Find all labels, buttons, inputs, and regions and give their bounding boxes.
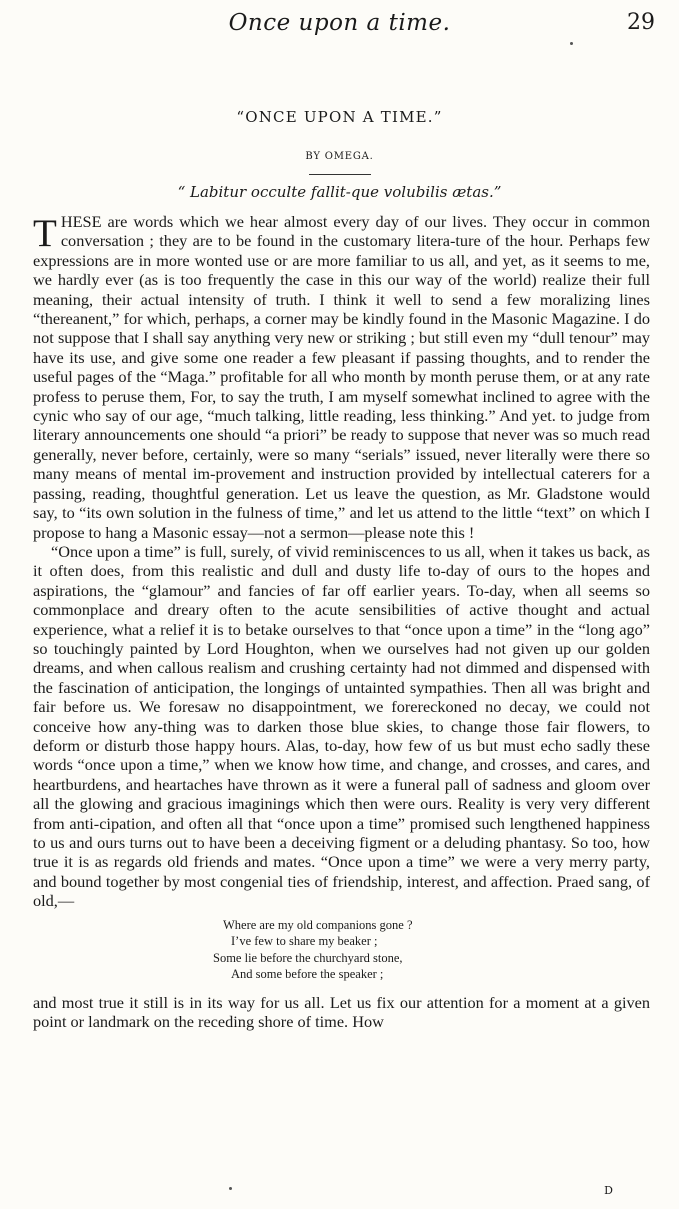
print-speck <box>229 1187 232 1190</box>
epigraph: “ Labitur occulte fallit-que volubilis ætas.” <box>177 183 502 201</box>
article-title: “ONCE UPON A TIME.” <box>236 108 443 126</box>
paragraph-1-text: HESE are words which we hear almost every day of our lives. They occur in common conversation ; they are to be found in the customary litera-ture of the hour. Perhaps few expressions are in more wonted use or are more familiar to us all, and yet, as it seems to me, we hardly ever (as is too frequently the case in this our way of the world) realize their full meaning, their actual intensity of truth. I think it well to send a few moralizing lines “thereanent,” for which, perhaps, a corner may be kindly found in the Masonic Magazine. I do not suppose that I shall say anything very new or striking ; but still even my “dull tenour” may have its use, and give some one reader a few pleasant if passing thoughts, and to render the useful pages of the “Maga.” profitable for all who month by month peruse them, or at any rate profess to peruse them, For, to say the truth, I am myself somewhat inclined to agree with the cynic who say of our age, “much talking, little reading, less thinking.” And yet. to judge from literary announcements one should “a priori” be ready to suppose that never was so much read generally, never before, certainly, were so many “serials” issued, never literally were there so many means of mental im-provement and instruction provided by intellectual caterers for a passing, reading, thoughtful generation. Let us leave the question, as Mr. Gladstone would say, to “its own solution in the fulness of time,” and let us attend to the little “text” on which I propose to hang a Masonic essay—not a sermon—please note this ! <box>33 212 650 542</box>
drop-cap: T <box>33 212 57 255</box>
signature-mark: D <box>604 1184 613 1197</box>
verse-line: And some before the speaker ; <box>231 967 384 982</box>
page-number: 29 <box>627 10 655 35</box>
verse-quote <box>213 917 650 983</box>
byline: BY OMEGA. <box>305 151 374 162</box>
paragraph-1 <box>33 212 650 542</box>
article-body <box>33 212 650 1032</box>
verse-line: Some lie before the churchyard stone, <box>213 950 403 965</box>
paragraph-2: “Once upon a time” is full, surely, of vivid reminiscences to us all, when it takes us back, as it often does, from this realistic and dull and dusty life to-day of ours to the hopes and aspirations, the “glamour” and fancies of far off earlier years. To-day, when all seems so commonplace and dreary often to the acute sensibilities of active thought and actual experience, what a relief it is to betake ourselves to that “once upon a time” in the “long ago” so touchingly painted by Lord Houghton, when we ourselves had not given up our golden dreams, and when callous realism and crushing certainty had not dimmed and dispensed with the fascination of anticipation, the longings of untainted sympathies. Then all was bright and fair before us. We foresaw no disappointment, we forereckoned no decay, we could not conceive how any-thing was to darken those blue skies, to change those fair flowers, to deform or disturb those happy hours. Alas, to-day, how few of us but must echo sadly these words “once upon a time,” when we know how time, and change, and crosses, and cares, and heartburdens, and heartaches have thrown as it were a funeral pall of sadness and gloom over all the glowing and gracious imaginings which then were ours. Reality is very very different from anti-cipation, and often all that “once upon a time” promised such lengthened happiness to us and ours turns out to have been a deceiving figment or a deluding phantasy. So too, how true it is as regards old friends and mates. “Once upon a time” we were a very merry party, and bound together by most congenial ties of friendship, interest, and affection. Praed sang, of old,— <box>33 541 650 911</box>
print-speck <box>570 42 573 45</box>
running-title: Once upon a time. <box>228 10 451 36</box>
verse-line: I’ve few to share my beaker ; <box>231 934 378 949</box>
verse-line: Where are my old companions gone ? <box>223 917 413 932</box>
title-rule <box>309 174 371 175</box>
running-head <box>0 8 679 38</box>
paragraph-3: and most true it still is in its way for us all. Let us fix our attention for a moment at a given point or landmark on the receding shore of time. How <box>33 993 650 1032</box>
